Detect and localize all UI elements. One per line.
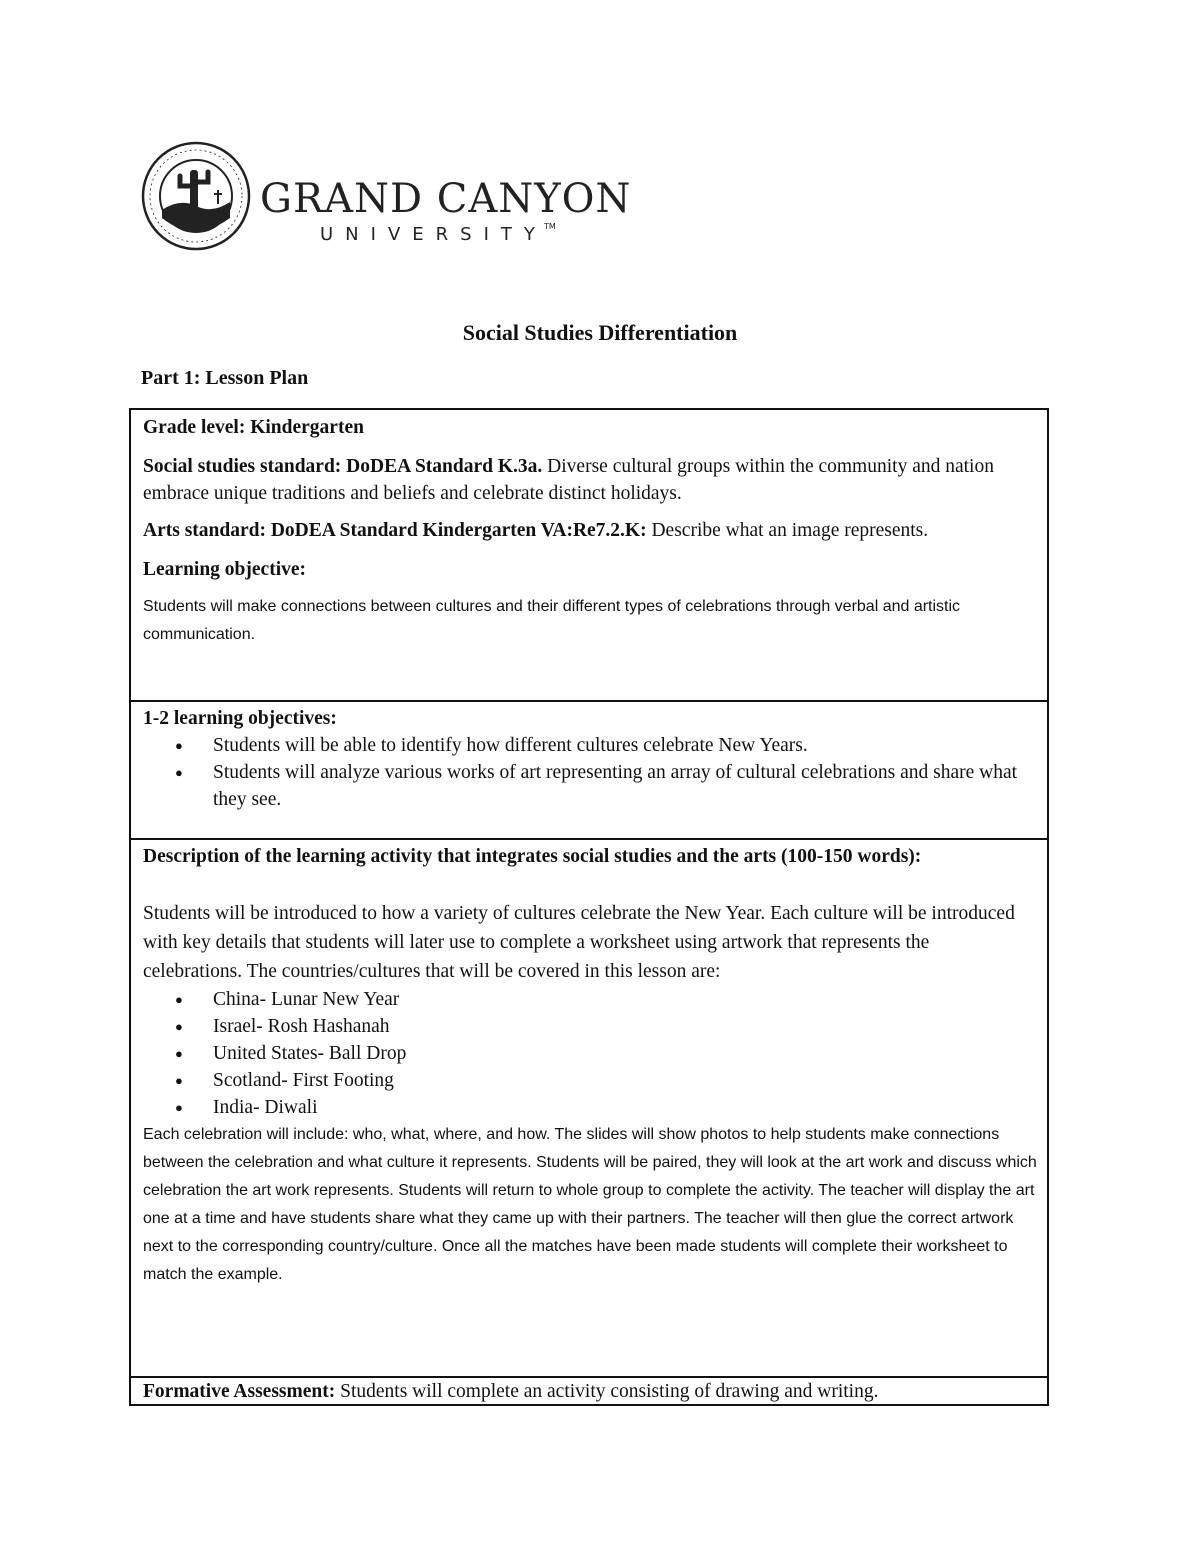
formative-assessment-label: Formative Assessment:	[143, 1381, 336, 1402]
list-item: ● United States- Ball Drop	[143, 1040, 1037, 1067]
lesson-plan-table	[129, 408, 1049, 1406]
list-item: ● Students will be able to identify how different cultures celebrate New Years.	[143, 732, 1037, 759]
grade-level-value: Kindergarten	[250, 417, 364, 438]
learning-objective-label: Learning objective:	[143, 559, 307, 580]
list-item: ● Students will analyze various works of art representing an array of cultural celebrations and share what they see.	[143, 759, 1037, 813]
grade-level-label: Grade level:	[143, 417, 246, 438]
list-item: ● India- Diwali	[143, 1094, 1037, 1121]
social-standard-label: Social studies standard: DoDEA Standard K.3a.	[143, 456, 543, 477]
trademark-mark: TM	[544, 222, 556, 231]
list-item: ● Israel- Rosh Hashanah	[143, 1013, 1037, 1040]
grade-level	[143, 414, 1037, 441]
activity-closing: Each celebration will include: who, what, where, and how. The slides will show photos to help students make connections between the celebration and what culture it represents. Students will be paired, they will look at the art work and discuss which celebration the art work represents. Students will return to whole group to complete the activity. The teacher will display the art one at a time and have students share what they came up with their partners. The teacher will then glue the correct artwork next to the corresponding country/culture. Once all the matches have been made students will complete their worksheet to match the example.	[143, 1126, 1037, 1283]
activity-description-cell	[131, 838, 1047, 1376]
logo-wordmark: GRAND CANYON	[260, 176, 632, 222]
formative-assessment	[143, 1378, 1037, 1405]
arts-standard-label: Arts standard: DoDEA Standard Kindergarten VA:Re7.2.K:	[143, 520, 647, 541]
part-heading: Part 1: Lesson Plan	[141, 367, 309, 389]
standards-cell	[131, 410, 1047, 700]
learning-objectives-cell	[131, 700, 1047, 838]
page-title: Social Studies Differentiation	[462, 320, 738, 345]
arts-standard	[143, 517, 1037, 544]
logo-subtitle: UNIVERSITY	[320, 224, 547, 245]
list-item: ● Scotland- First Footing	[143, 1067, 1037, 1094]
university-logo	[140, 140, 632, 252]
learning-objectives-label: 1-2 learning objectives:	[143, 708, 337, 729]
formative-assessment-text: Students will complete an activity consisting of drawing and writing.	[340, 1381, 879, 1402]
social-studies-standard	[143, 453, 1037, 507]
formative-assessment-cell	[131, 1376, 1047, 1404]
social-standard-text: Diverse cultural groups within the community and nation embrace unique traditions and beliefs and celebrate distinct holidays.	[143, 456, 994, 504]
cultures-list	[143, 986, 1037, 1121]
learning-objectives-list	[143, 732, 1037, 813]
activity-intro: Students will be introduced to how a variety of cultures celebrate the New Year. Each culture will be introduced with key details that students will later use to complete a worksheet using artwork that represents the celebrations. The countries/cultures that will be covered in this lesson are:	[143, 903, 1015, 982]
university-seal-icon	[140, 140, 252, 252]
list-item: ● China- Lunar New Year	[143, 986, 1037, 1013]
activity-description-label: Description of the learning activity that integrates social studies and the arts (100-150 words):	[143, 846, 922, 867]
learning-objective-text: Students will make connections between cultures and their different types of celebrations through verbal and artistic communication.	[143, 598, 961, 643]
arts-standard-text: Describe what an image represents.	[651, 520, 929, 541]
